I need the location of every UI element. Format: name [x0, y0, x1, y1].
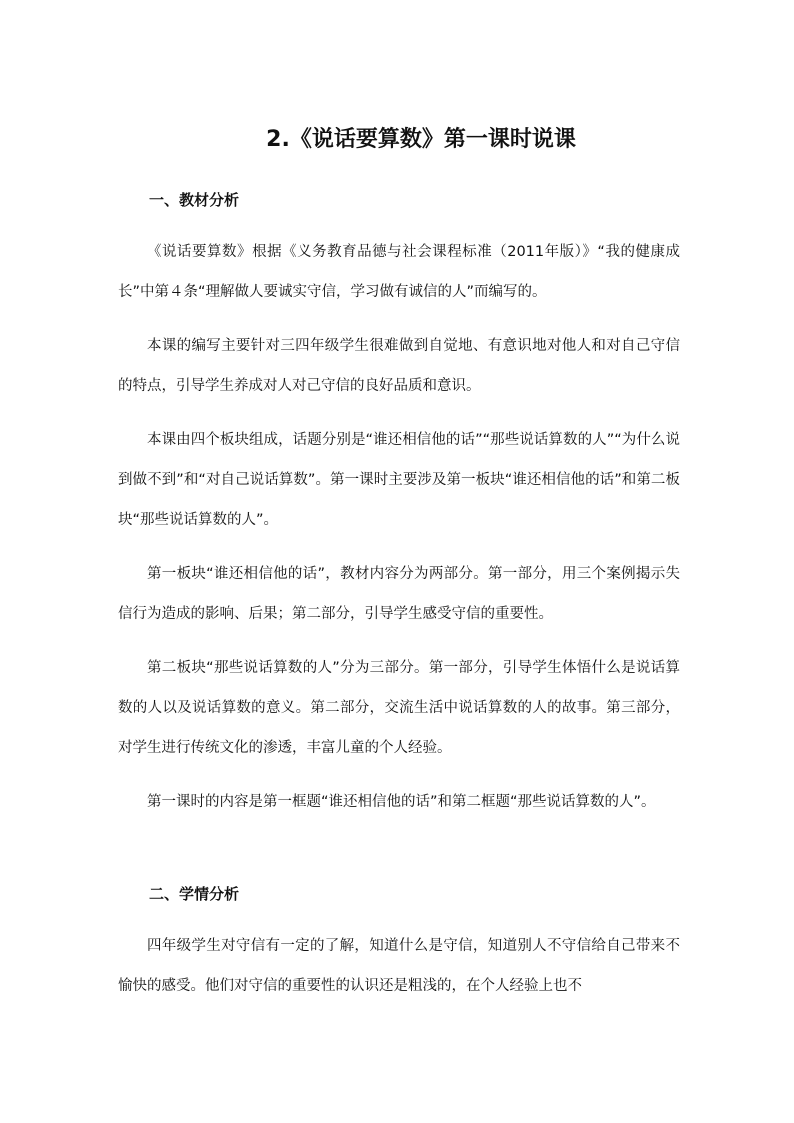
section-heading-learner-analysis: 二、学情分析: [149, 885, 240, 903]
paragraph-7: 四年级学生对守信有一定的了解，知道什么是守信，知道别人不守信给自己带来不愉快的感受。他们对守信的重要性的认识还是粗浅的，在个人经验上也不: [118, 938, 680, 994]
paragraph-1: 《说话要算数》根据《义务教育品德与社会课程标准（2011年版）》“我的健康成长”中第４条“理解做人要诚实守信，学习做有诚信的人”而编写的。: [118, 244, 680, 300]
paragraph-6: 第一课时的内容是第一框题“谁还相信他的话”和第二框题“那些说话算数的人”。: [147, 794, 656, 810]
paragraph-4: 第一板块“谁还相信他的话”，教材内容分为两部分。第一部分，用三个案例揭示失信行为造成的影响、后果；第二部分，引导学生感受守信的重要性。: [118, 566, 680, 622]
paragraph-3: 本课由四个板块组成，话题分别是“谁还相信他的话”“那些说话算数的人”“为什么说到做不到”和“对自己说话算数”。第一课时主要涉及第一板块“谁还相信他的话”和第二板块“那些说话算数的人”。: [118, 432, 680, 528]
page-title: 2.《说话要算数》第一课时说课: [266, 127, 576, 152]
paragraph-5: 第二板块“那些说话算数的人”分为三部分。第一部分，引导学生体悟什么是说话算数的人以及说话算数的意义。第二部分，交流生活中说话算数的人的故事。第三部分，对学生进行传统文化的渗透，丰富儿童的个人经验。: [118, 660, 680, 756]
section-heading-textbook-analysis: 一、教材分析: [149, 191, 240, 209]
paragraph-2: 本课的编写主要针对三四年级学生很难做到自觉地、有意识地对他人和对自己守信的特点，引导学生养成对人对己守信的良好品质和意识。: [118, 338, 680, 394]
